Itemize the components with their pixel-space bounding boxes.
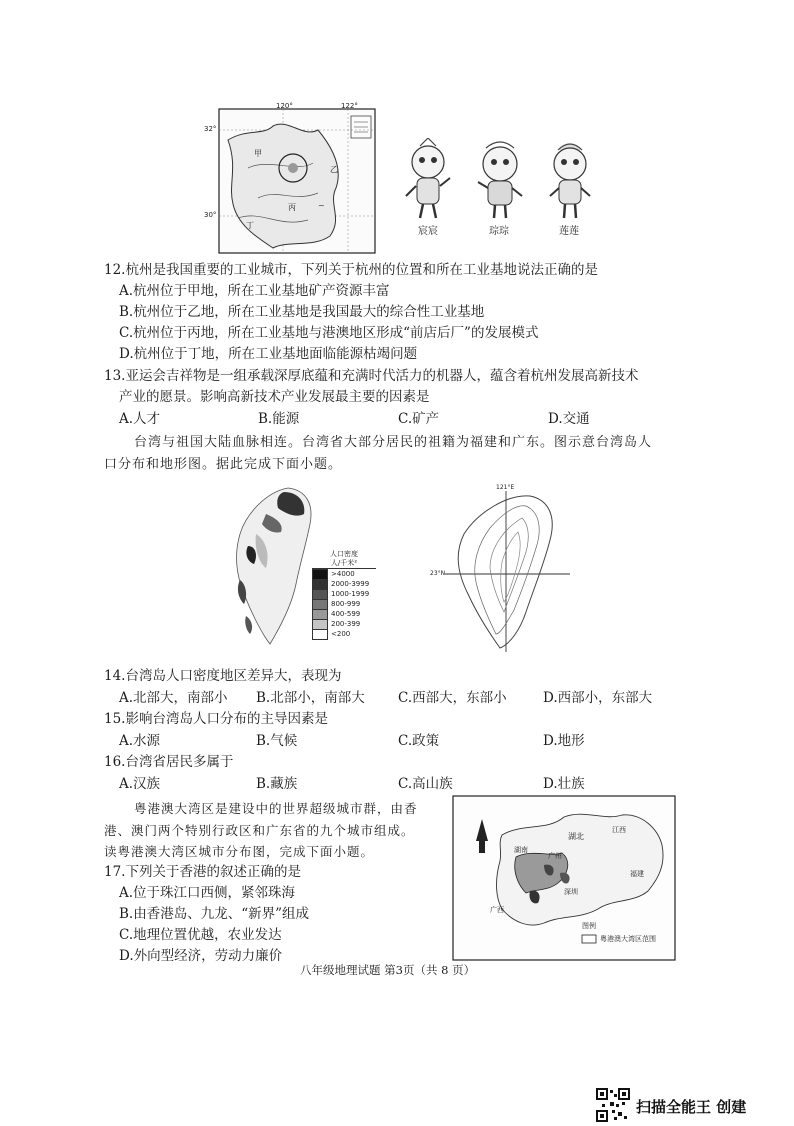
scanner-brand-text: 扫描全能王 创建 [636,1098,747,1116]
question-13-option-c: C.矿产 [398,411,440,427]
hangzhou-map [204,102,376,254]
legend-row [312,579,376,589]
gba-province-label: 湖北 [568,832,584,841]
hangzhou-map-svg [218,108,376,254]
question-14-option-b: B.北部小，南部大 [256,690,365,706]
legend-label: 400-599 [331,609,361,618]
question-15-stem: 15.影响台湾岛人口分布的主导因素是 [104,711,328,727]
gba-intro-line2: 港、澳门两个特别行政区和广东省的九个城市组成。 [104,823,415,838]
question-16-option-d: D.壮族 [543,776,585,792]
place-label-yi: 乙 [330,165,338,174]
question-14-option-d: D.西部小，东部大 [543,690,653,706]
gba-map [452,795,676,961]
question-12-stem: 12.杭州是我国重要的工业城市，下列关于杭州的位置和所在工业基地说法正确的是 [104,262,598,278]
page-footer: 八年级地理试题 第3页（共 8 页） [300,963,476,977]
taiwan-population-svg [226,484,326,649]
legend-label: 1000-1999 [331,589,370,598]
qr-code-icon [596,1088,630,1122]
legend-title: 人口密度 [330,550,358,558]
question-12-option-c: C.杭州位于丙地，所在工业基地与港澳地区形成“前店后厂”的发展模式 [119,325,539,341]
gba-label-hunan: 湖南 [514,846,528,854]
lat-label: 30° [204,211,217,219]
question-14-stem: 14.台湾岛人口密度地区差异大，表现为 [104,668,342,684]
question-13-stem-line2: 产业的愿景。影响高新技术产业发展最主要的因素是 [119,389,430,405]
legend-label: >4000 [331,569,355,578]
legend-label: 200-399 [331,619,361,628]
question-13-stem-line1: 13.亚运会吉祥物是一组承载深厚底蕴和充满时代活力的机器人，蕴含着杭州发展高新技术 [104,368,639,384]
gba-label-jiangxi: 江西 [612,826,626,834]
mascot-name-lianlian: 莲莲 [559,226,579,237]
legend-row [312,599,376,609]
question-15-option-c: C.政策 [398,733,440,749]
question-17-stem: 17.下列关于香港的叙述正确的是 [104,864,301,880]
gba-label-fujian: 福建 [630,870,644,878]
question-16-stem: 16.台湾省居民多属于 [104,754,234,770]
place-label-ding: 丁 [246,221,254,230]
gba-label-guangxi: 广西 [490,906,504,914]
question-12-option-a: A.杭州位于甲地，所在工业基地矿产资源丰富 [119,283,390,299]
legend-row [312,629,376,639]
question-12-option-b: B.杭州位于乙地，所在工业基地是我国最大的综合性工业基地 [119,304,485,320]
legend-rows [312,569,376,639]
gba-label-shenzhen: 深圳 [564,888,578,896]
taiwan-population-map [226,484,376,649]
taiwan-terrain-svg [430,484,570,652]
taiwan-intro-line1: 台湾与祖国大陆血脉相连。台湾省大部分居民的祖籍为福建和广东。图示意台湾岛人 [134,435,653,450]
question-15-option-d: D.地形 [543,733,585,749]
mascot-chenchen [406,138,450,218]
gba-legend-swatch [582,935,596,943]
legend-row [312,619,376,629]
legend-unit: 人/千米² [312,559,376,569]
mascot-name-chenchen: 宸宸 [418,226,438,237]
legend-swatch [312,629,328,640]
question-17-option-c: C.地理位置优越，农业发达 [119,927,282,943]
place-label-jia: 甲 [254,149,262,158]
lon-label: 122° [341,102,358,110]
taiwan-terrain-map [430,484,570,652]
question-13-option-d: D.交通 [548,411,590,427]
question-14-option-c: C.西部大，东部小 [398,690,507,706]
taiwan-intro-line2: 口分布和地形图。据此完成下面小题。 [104,457,343,472]
legend-row [312,589,376,599]
question-12-option-d: D.杭州位于丁地，所在工业基地面临能源枯竭问题 [119,346,418,362]
gba-intro-line3: 读粤港澳大湾区城市分布图，完成下面小题。 [104,844,375,859]
mascot-congcong [478,142,522,218]
mascot-name-congcong: 琮琮 [489,226,509,237]
legend-label: <200 [331,629,351,638]
mascots-figure [400,138,600,238]
mascot-lianlian [550,144,590,218]
question-16-option-a: A.汉族 [119,776,161,792]
legend-row [312,609,376,619]
question-15-option-b: B.气候 [256,733,298,749]
terrain-lon-label: 121°E [496,484,515,491]
question-16-option-c: C.高山族 [398,776,453,792]
gba-intro-line1: 粤港澳大湾区是建设中的世界超级城市群，由香 [134,801,418,816]
terrain-lat-label: 23°N [430,570,446,577]
lat-label: 32° [204,125,217,133]
lon-label: 120° [276,102,293,110]
gba-label-guangzhou: 广州 [548,852,562,860]
legend-row [312,569,376,579]
mascots-svg [400,138,600,226]
gba-legend-title: 图例 [582,922,596,930]
question-15-option-a: A.水源 [119,733,161,749]
question-14-option-a: A.北部大，南部小 [119,690,228,706]
svg-text:~: ~ [318,201,325,210]
question-17-option-b: B.由香港岛、九龙、“新界”组成 [119,906,310,922]
question-17-option-d: D.外向型经济，劳动力廉价 [119,948,283,964]
place-label-bing: 丙 [288,203,296,212]
question-17-option-a: A.位于珠江口西侧，紧邻珠海 [119,885,296,901]
legend-label: 2000-3999 [331,579,370,588]
gba-legend-item: 粤港澳大湾区范围 [600,935,656,943]
question-13-option-a: A.人才 [119,411,161,427]
population-legend [312,550,376,639]
question-13-option-b: B.能源 [258,411,300,427]
question-16-option-b: B.藏族 [256,776,298,792]
legend-label: 800-999 [331,599,361,608]
